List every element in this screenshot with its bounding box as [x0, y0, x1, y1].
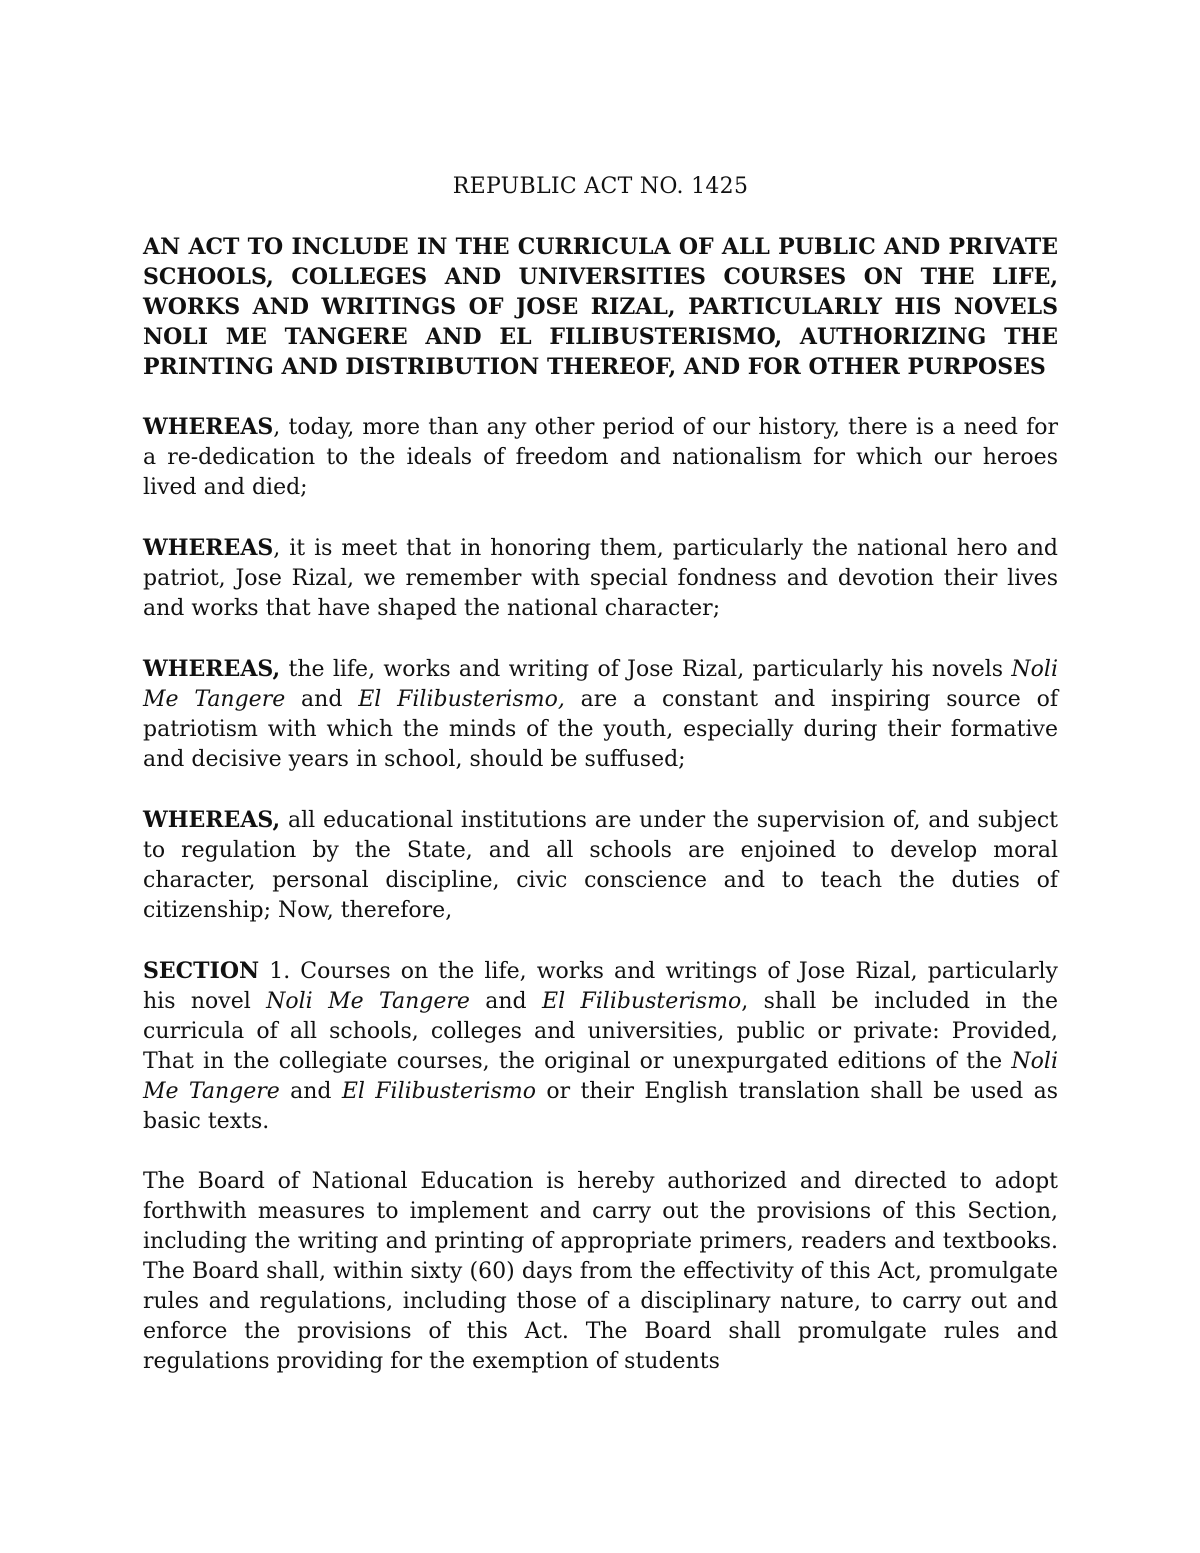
paragraph-text: all educational institutions are under the supervision of, and subject to regulation by the State, and all schools are enjoined to develop moral character, personal discipline, civic conscience and to teach the duties of citizenship; Now, therefore,	[143, 808, 1058, 923]
novel-title-fili: El Filibusterismo	[341, 1079, 536, 1104]
novel-title-fili: El Filibusterismo	[542, 989, 742, 1014]
novel-title-noli: Noli Me Tangere	[143, 657, 1058, 712]
paragraph-text: and	[285, 687, 359, 712]
section-label: SECTION	[143, 958, 260, 984]
paragraph-text: and	[279, 1079, 342, 1104]
whereas-paragraph-2	[143, 533, 1058, 624]
novel-title-noli: Noli Me Tangere	[143, 1049, 1058, 1104]
whereas-paragraph-1	[143, 412, 1058, 503]
paragraph-text: and	[469, 989, 543, 1014]
paragraph-text: The Board of National Education is hereby authorized and directed to adopt forthwith measures to implement and carry out the provisions of this Section, including the writing and printing of appropriate primers, readers and textbooks. The Board shall, within sixty (60) days from the effectivity of this Act, promulgate rules and regulations, including those of a disciplinary nature, to carry out and enforce the provisions of this Act. The Board shall promulgate rules and regulations providing for the exemption of students	[143, 1169, 1058, 1374]
paragraph-text: , it is meet that in honoring them, particularly the national hero and patriot, Jose Rizal, we remember with special fondness and devotion their lives and works that have shaped the national character;	[143, 536, 1058, 621]
paragraph-lead: WHEREAS,	[143, 807, 281, 833]
paragraph-text: , shall be included in the curricula of all schools, colleges and universities, public or private: Provided, That in the collegiate courses, the original or unexpurgated editions of the	[143, 989, 1058, 1074]
act-heading: AN ACT TO INCLUDE IN THE CURRICULA OF ALL PUBLIC AND PRIVATE SCHOOLS, COLLEGES AND UNIVERSITIES COURSES ON THE LIFE, WORKS AND WRITINGS OF JOSE RIZAL, PARTICULARLY HIS NOVELS NOLI ME TANGERE AND EL FILIBUSTERISMO, AUTHORIZING THE PRINTING AND DISTRIBUTION THEREOF, AND FOR OTHER PURPOSES	[143, 234, 1058, 380]
paragraph-text: or their English translation shall be used as basic texts.	[143, 1079, 1058, 1134]
novel-title-noli: Noli Me Tangere	[266, 989, 470, 1014]
whereas-paragraph-3	[143, 654, 1058, 775]
novel-title-fili: El Filibusterismo,	[358, 687, 565, 712]
paragraph-lead: WHEREAS	[143, 535, 274, 561]
document-title: REPUBLIC ACT NO. 1425	[452, 174, 749, 199]
document-body	[143, 172, 1058, 1377]
board-paragraph	[143, 1167, 1058, 1377]
paragraph-lead: WHEREAS	[143, 414, 274, 440]
paragraph-text: the life, works and writing of Jose Rizal, particularly his novels	[280, 657, 1012, 682]
paragraph-lead: WHEREAS,	[143, 656, 281, 682]
paragraph-text: , today, more than any other period of our history, there is a need for a re-dedication to the ideals of freedom and nationalism for which our heroes lived and died;	[143, 415, 1058, 500]
paragraph-text: 1. Courses on the life, works and writings of Jose Rizal, particularly his novel	[143, 959, 1058, 1014]
section-1-paragraph	[143, 956, 1058, 1137]
paragraph-text: are a constant and inspiring source of patriotism with which the minds of the youth, especially during their formative and decisive years in school, should be suffused;	[143, 687, 1058, 772]
whereas-paragraph-4	[143, 805, 1058, 926]
